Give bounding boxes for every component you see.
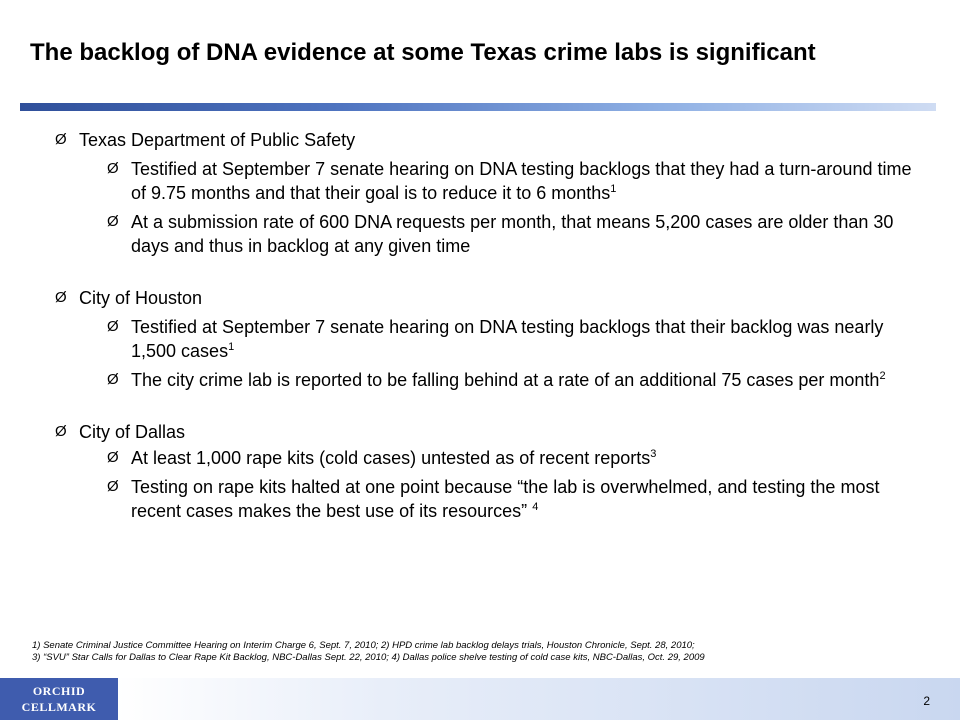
sub-bullet-text: Testing on rape kits halted at one point because “the lab is overwhelmed, and testing the most recent cases makes the best use of its resources” $^4$ — [131, 477, 880, 521]
footnote-line: 1) Senate Criminal Justice Committee Hearing on Interim Charge 6, Sept. 7, 2010; 2) HPD crime lab backlog delays trials, Houston Chronicle, Sept. 28, 2010; — [32, 640, 695, 651]
sub-bullet-text: Testified at September 7 senate hearing on DNA testing backlogs that they had a turn-around time of 9.75 months and that their goal is to reduce it to 6 months$^1$ — [131, 159, 912, 203]
logo-line: ORCHID — [32, 684, 86, 698]
title-underline-bar — [20, 103, 936, 111]
footnote-ref: 1 — [228, 341, 235, 353]
arrow-bullet-icon: Ø — [107, 213, 119, 230]
orchid-cellmark-logo — [0, 678, 118, 720]
bullet-text: Texas Department of Public Safety — [79, 130, 356, 150]
arrow-bullet-icon: Ø — [107, 449, 119, 466]
sub-bullet-text: At a submission rate of 600 DNA requests per month, that means 5,200 cases are older than 30 days and thus in backlog at any given time — [131, 212, 894, 256]
footer-bar — [0, 678, 960, 720]
page-number: 2 — [923, 694, 930, 708]
arrow-bullet-icon: Ø — [107, 160, 119, 177]
bullet-text: City of Dallas — [79, 422, 186, 442]
sub-bullet — [107, 475, 925, 523]
sub-bullet-text: The city crime lab is reported to be falling behind at a rate of an additional 75 cases per month$^2$ — [131, 370, 886, 390]
arrow-bullet-icon: Ø — [55, 289, 67, 306]
sub-bullet — [107, 315, 925, 363]
arrow-bullet-icon: Ø — [107, 371, 119, 388]
arrow-bullet-icon: Ø — [107, 318, 119, 335]
footnote-ref: 4 — [532, 501, 539, 513]
footnote-ref: 1 — [610, 183, 617, 195]
sub-bullet — [107, 157, 925, 205]
footnote-line: 3) “SVU” Star Calls for Dallas to Clear Rape Kit Backlog, NBC-Dallas Sept. 22, 2010; 4) Dallas police shelve testing of cold case kits, NBC-Dallas, Oct. 29, 2009 — [32, 652, 705, 663]
bullet-text: City of Houston — [79, 288, 203, 308]
bullet-list — [55, 128, 925, 523]
logo-line: CELLMARK — [21, 700, 97, 714]
arrow-bullet-icon: Ø — [55, 131, 67, 148]
arrow-bullet-icon: Ø — [107, 478, 119, 495]
slide-title: The backlog of DNA evidence at some Texas crime labs is significant — [30, 39, 816, 66]
bullet-city-houston — [55, 286, 925, 310]
sub-bullet — [107, 446, 925, 470]
footnote-sources — [32, 640, 932, 664]
bullet-city-dallas — [55, 420, 925, 444]
sub-bullet-text: At least 1,000 rape kits (cold cases) untested as of recent reports$^3$ — [131, 448, 657, 468]
footnote-ref: 3 — [650, 448, 657, 460]
arrow-bullet-icon: Ø — [55, 423, 67, 440]
sub-bullet — [107, 210, 925, 258]
bullet-texas-dps — [55, 128, 925, 152]
footnote-ref: 2 — [879, 370, 886, 382]
sub-bullet — [107, 368, 925, 392]
sub-bullet-text: Testified at September 7 senate hearing on DNA testing backlogs that their backlog was nearly 1,500 cases$^1$ — [131, 317, 884, 361]
